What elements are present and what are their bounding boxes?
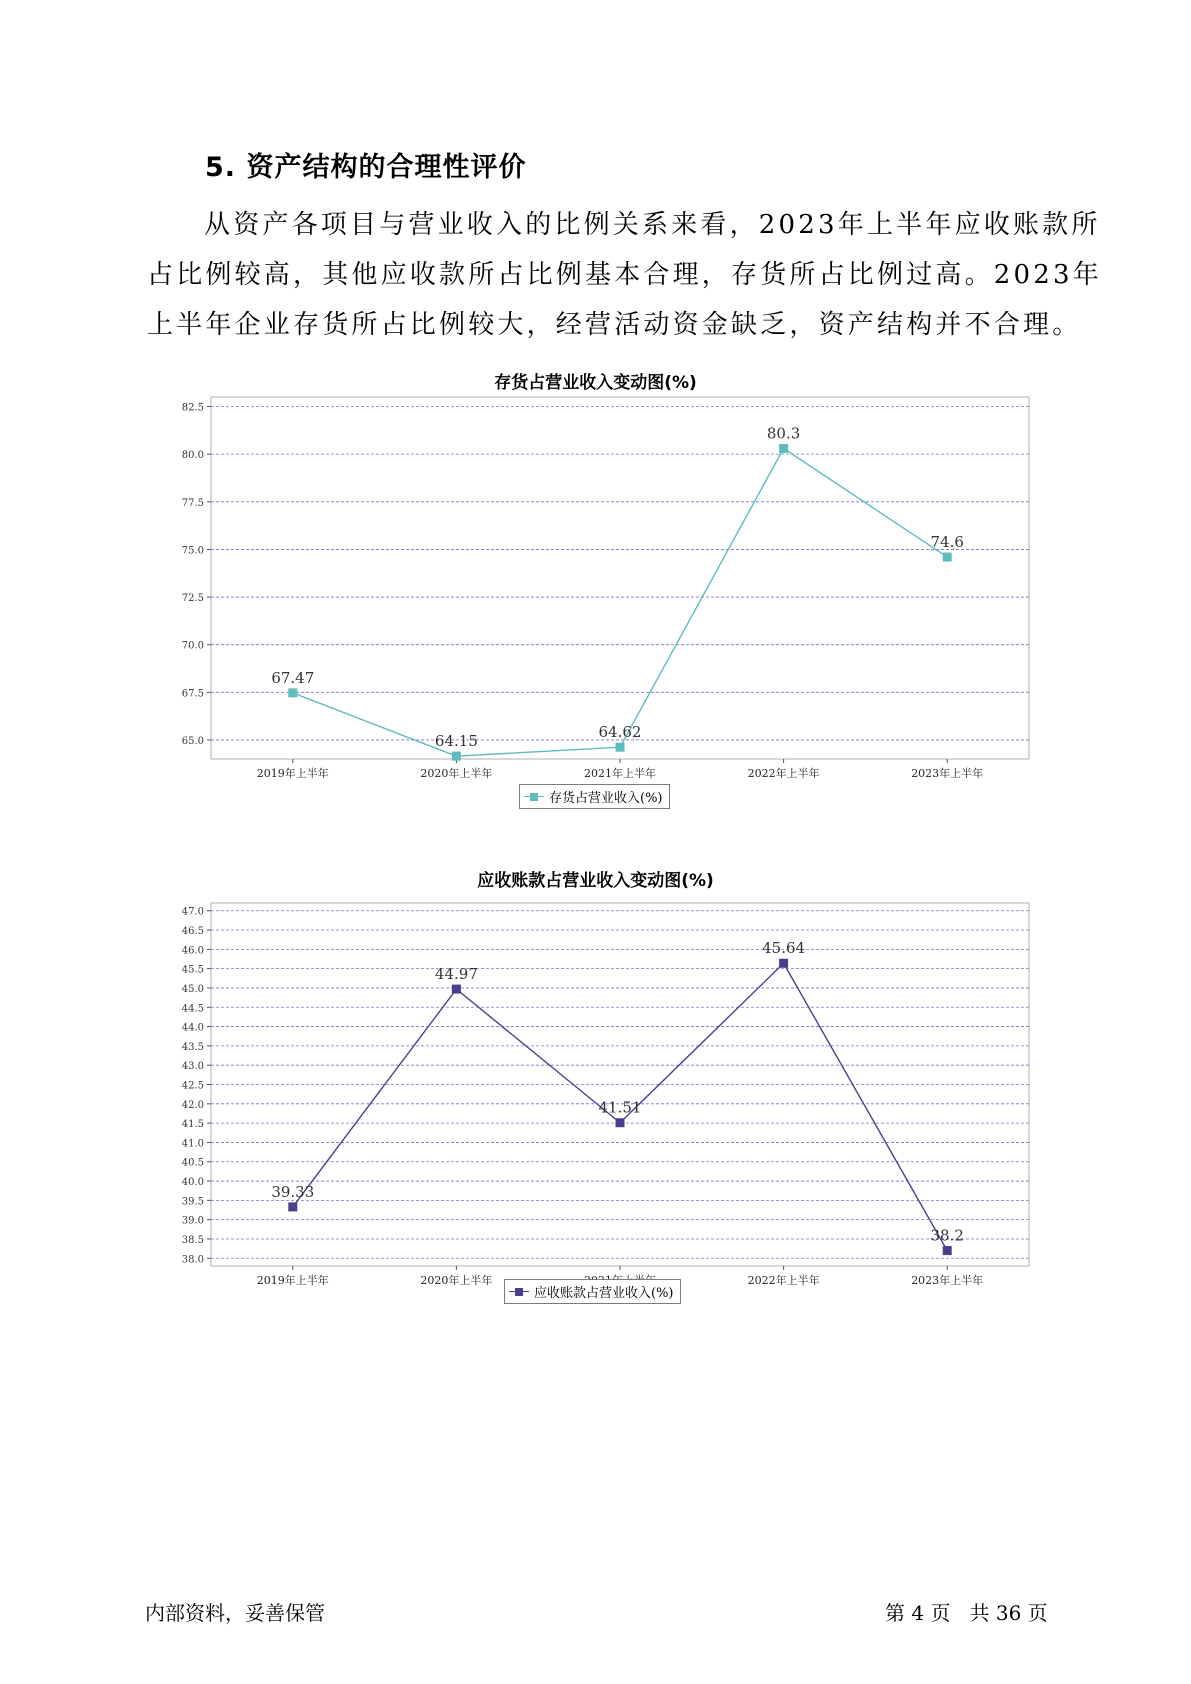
y-tick-label: 39.0 — [181, 1215, 204, 1227]
y-tick-label: 43.5 — [181, 1041, 204, 1053]
legend-marker-icon — [509, 1287, 529, 1297]
y-tick-label: 42.0 — [181, 1099, 204, 1111]
data-point — [452, 985, 461, 994]
y-tick-label: 40.5 — [181, 1157, 204, 1169]
receivables-line-chart — [0, 888, 1191, 1288]
x-tick-label: 2022年上半年 — [747, 767, 820, 780]
footer-page-number: 第 4 页 共 36 页 — [885, 1601, 1048, 1625]
x-tick-label: 2019年上半年 — [256, 767, 329, 780]
legend-label: 存货占营业收入(%) — [549, 791, 663, 806]
y-tick-label: 45.5 — [181, 964, 204, 976]
data-label: 64.15 — [434, 732, 478, 751]
x-tick-label: 2022年上半年 — [747, 1274, 820, 1287]
y-tick-label: 44.5 — [181, 1003, 204, 1015]
y-tick-label: 72.5 — [181, 593, 204, 605]
chart-legend — [504, 1279, 681, 1304]
y-tick-label: 46.0 — [181, 945, 204, 957]
x-tick-label: 2021年上半年 — [584, 767, 656, 780]
inventory-line-chart — [0, 390, 1191, 790]
paragraph-line: 上半年企业存货所占比例较大，经营活动资金缺乏，资产结构并不合理。 — [147, 310, 1082, 340]
legend-label: 应收账款占营业收入(%) — [534, 1286, 674, 1301]
data-point — [616, 1118, 625, 1127]
data-label: 41.51 — [598, 1098, 642, 1117]
y-tick-label: 46.5 — [181, 926, 204, 938]
chart-title: 应收账款占营业收入变动图(%) — [477, 871, 714, 891]
data-point — [288, 1202, 297, 1211]
x-tick-label: 2020年上半年 — [420, 1274, 493, 1287]
section-paragraph — [147, 200, 1102, 350]
y-tick-label: 67.5 — [181, 688, 204, 700]
y-tick-label: 65.0 — [181, 735, 204, 747]
y-tick-label: 77.5 — [181, 497, 204, 509]
y-tick-label: 70.0 — [181, 640, 204, 652]
data-label: 80.3 — [766, 424, 801, 443]
y-tick-label: 38.5 — [181, 1234, 204, 1246]
data-label: 44.97 — [434, 965, 478, 984]
data-point — [943, 553, 952, 562]
data-label: 67.47 — [271, 668, 315, 687]
paragraph-line: 占比例较高，其他应收款所占比例基本合理，存货所占比例过高。2023年 — [147, 260, 1102, 290]
x-tick-label: 2019年上半年 — [256, 1274, 329, 1287]
data-label: 74.6 — [930, 533, 964, 552]
data-point — [452, 752, 461, 761]
y-tick-label: 43.0 — [181, 1061, 204, 1073]
data-point — [779, 959, 788, 968]
y-tick-label: 45.0 — [181, 983, 204, 995]
y-tick-label: 44.0 — [181, 1022, 204, 1034]
footer-confidential: 内部资料，妥善保管 — [145, 1601, 325, 1625]
x-tick-label: 2023年上半年 — [911, 1274, 984, 1287]
chart-legend — [519, 784, 670, 809]
plot-area — [211, 397, 1029, 759]
y-tick-label: 39.5 — [181, 1196, 204, 1208]
y-tick-label: 40.0 — [181, 1177, 204, 1189]
y-tick-label: 41.5 — [181, 1119, 204, 1131]
legend-marker-icon — [524, 792, 544, 802]
data-label: 39.33 — [271, 1182, 315, 1201]
data-point — [779, 444, 788, 453]
data-point — [943, 1246, 952, 1255]
y-tick-label: 41.0 — [181, 1138, 204, 1150]
data-point — [288, 688, 297, 697]
y-tick-label: 75.0 — [181, 545, 204, 557]
y-tick-label: 42.5 — [181, 1080, 204, 1092]
y-tick-label: 38.0 — [181, 1254, 204, 1266]
x-tick-label: 2023年上半年 — [911, 767, 984, 780]
section-heading: 5. 资产结构的合理性评价 — [205, 152, 527, 183]
x-tick-label: 2020年上半年 — [420, 767, 493, 780]
data-label: 64.62 — [598, 723, 642, 742]
chart-title: 存货占营业收入变动图(%) — [494, 373, 697, 393]
paragraph-line: 从资产各项目与营业收入的比例关系来看，2023年上半年应收账款所 — [204, 210, 1101, 240]
data-label: 45.64 — [762, 939, 806, 958]
data-point — [616, 743, 625, 752]
y-tick-label: 82.5 — [181, 402, 204, 414]
y-tick-label: 80.0 — [181, 450, 204, 462]
y-tick-label: 47.0 — [181, 906, 204, 918]
data-label: 38.2 — [930, 1226, 964, 1245]
